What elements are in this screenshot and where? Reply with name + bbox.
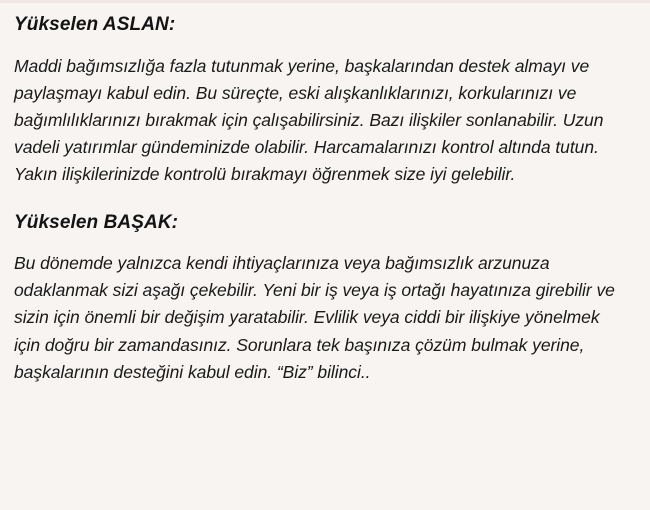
section-heading-virgo: Yükselen BAŞAK: — [14, 212, 179, 234]
top-divider — [0, 0, 650, 3]
section-heading-leo: Yükselen ASLAN: — [14, 14, 176, 35]
horoscope-section-leo — [14, 14, 628, 188]
section-body-virgo: Bu dönemde yalnızca kendi ihtiyaçlarınıza veya bağımsızlık arzunuza odaklanmak sizi aşağı çekebilir. Yeni bir iş veya iş ortağı hayatınıza girebilir ve sizin için önemli bir değişim yaratabilir. Evlilik veya ciddi bir ilişkiye yönelmek için doğru bir zamandasınız. Sorunlara tek başınıza çözüm bulmak yerine, başkalarının desteğini kabul edin. “Biz” bilinci.. — [14, 253, 615, 382]
section-spacer — [14, 194, 628, 212]
horoscope-section-virgo — [14, 212, 628, 385]
section-body-leo: Maddi bağımsızlığa fazla tutunmak yerine, başkalarından destek almayı ve paylaşmayı kabul edin. Bu süreçte, eski alışkanlıklarınızı, korkularınızı ve bağımlılıklarınızı bırakmak için çalışabilirsiniz. Bazı ilişkiler sonlanabilir. Uzun vadeli yatırımlar gündeminizde olabilir. Harcamalarınızı kontrol altında tutun. Yakın ilişkilerinizde kontrolü bırakmayı öğrenmek size iyi gelebilir. — [14, 55, 604, 185]
